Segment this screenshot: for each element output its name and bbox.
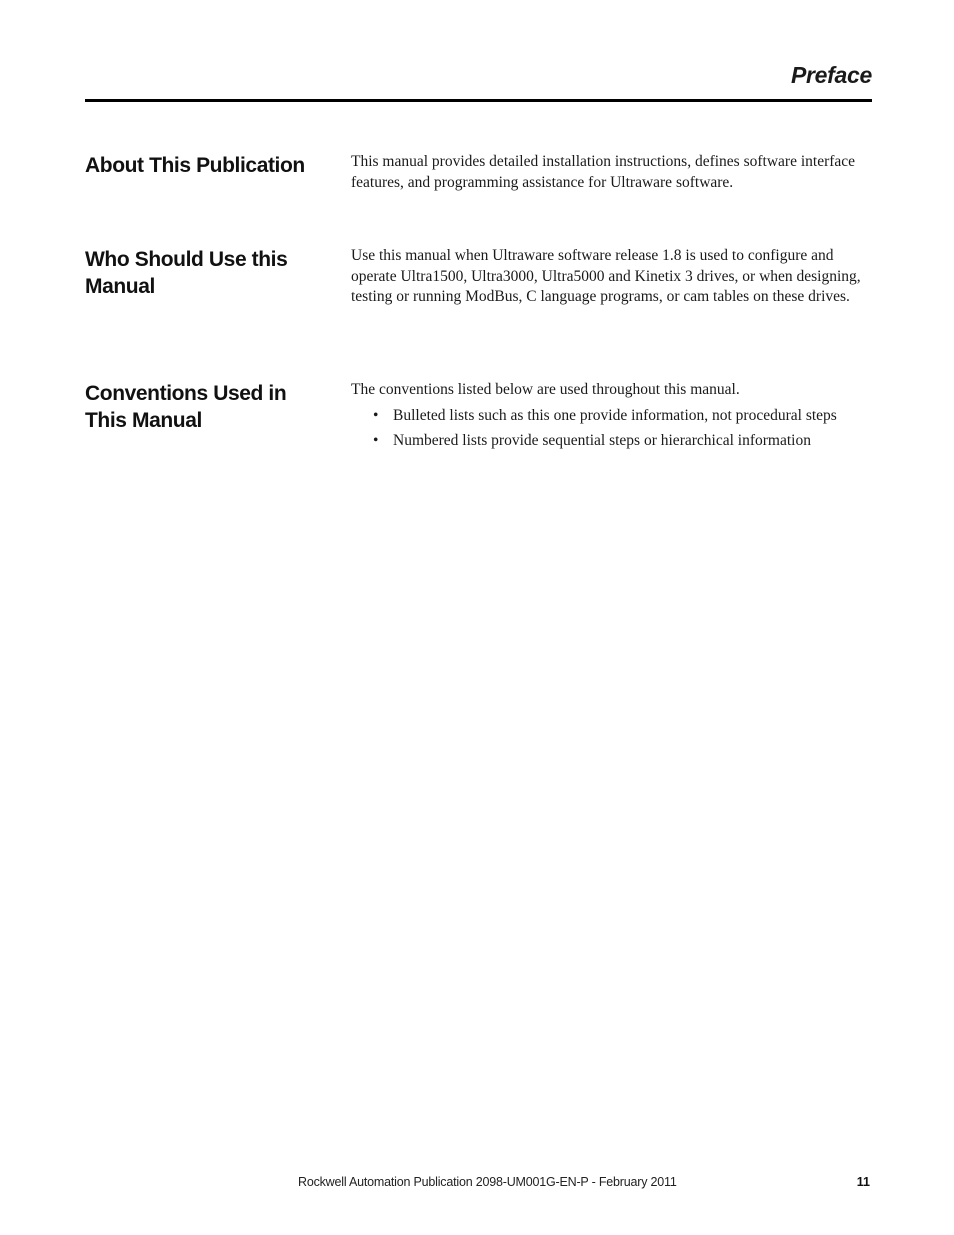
section-body — [351, 380, 872, 455]
section-body — [351, 152, 872, 193]
section-body — [351, 246, 872, 308]
bullet-list — [351, 405, 872, 451]
section-heading: Conventions Used in This Manual — [85, 382, 287, 432]
section-paragraph: This manual provides detailed installation instructions, defines software interface features, and programming assistance for Ultraware software. — [351, 153, 856, 191]
bullet-icon: • — [373, 406, 379, 424]
bullet-icon: • — [373, 431, 379, 449]
section-paragraph: Use this manual when Ultraware software release 1.8 is used to configure and operate Ultra1500, Ultra3000, Ultra5000 and Kinetix 3 drives, or when designing, testing or running ModBus, C language programs, or cam tables on these drives. — [351, 247, 861, 305]
section-paragraph: The conventions listed below are used throughout this manual. — [351, 381, 740, 398]
footer-publication: Rockwell Automation Publication 2098-UM001G-EN-P - February 2011 — [298, 1175, 677, 1189]
bullet-text: Numbered lists provide sequential steps or hierarchical information — [393, 431, 811, 449]
bullet-list-item — [373, 430, 872, 451]
bullet-list-item — [373, 405, 872, 426]
bullet-text: Bulleted lists such as this one provide information, not procedural steps — [393, 406, 837, 424]
section-heading: Who Should Use this Manual — [85, 248, 288, 298]
chapter-title: Preface — [790, 62, 872, 88]
section-heading: About This Publication — [85, 154, 305, 177]
page-number: 11 — [856, 1175, 870, 1189]
header-rule — [85, 99, 872, 102]
